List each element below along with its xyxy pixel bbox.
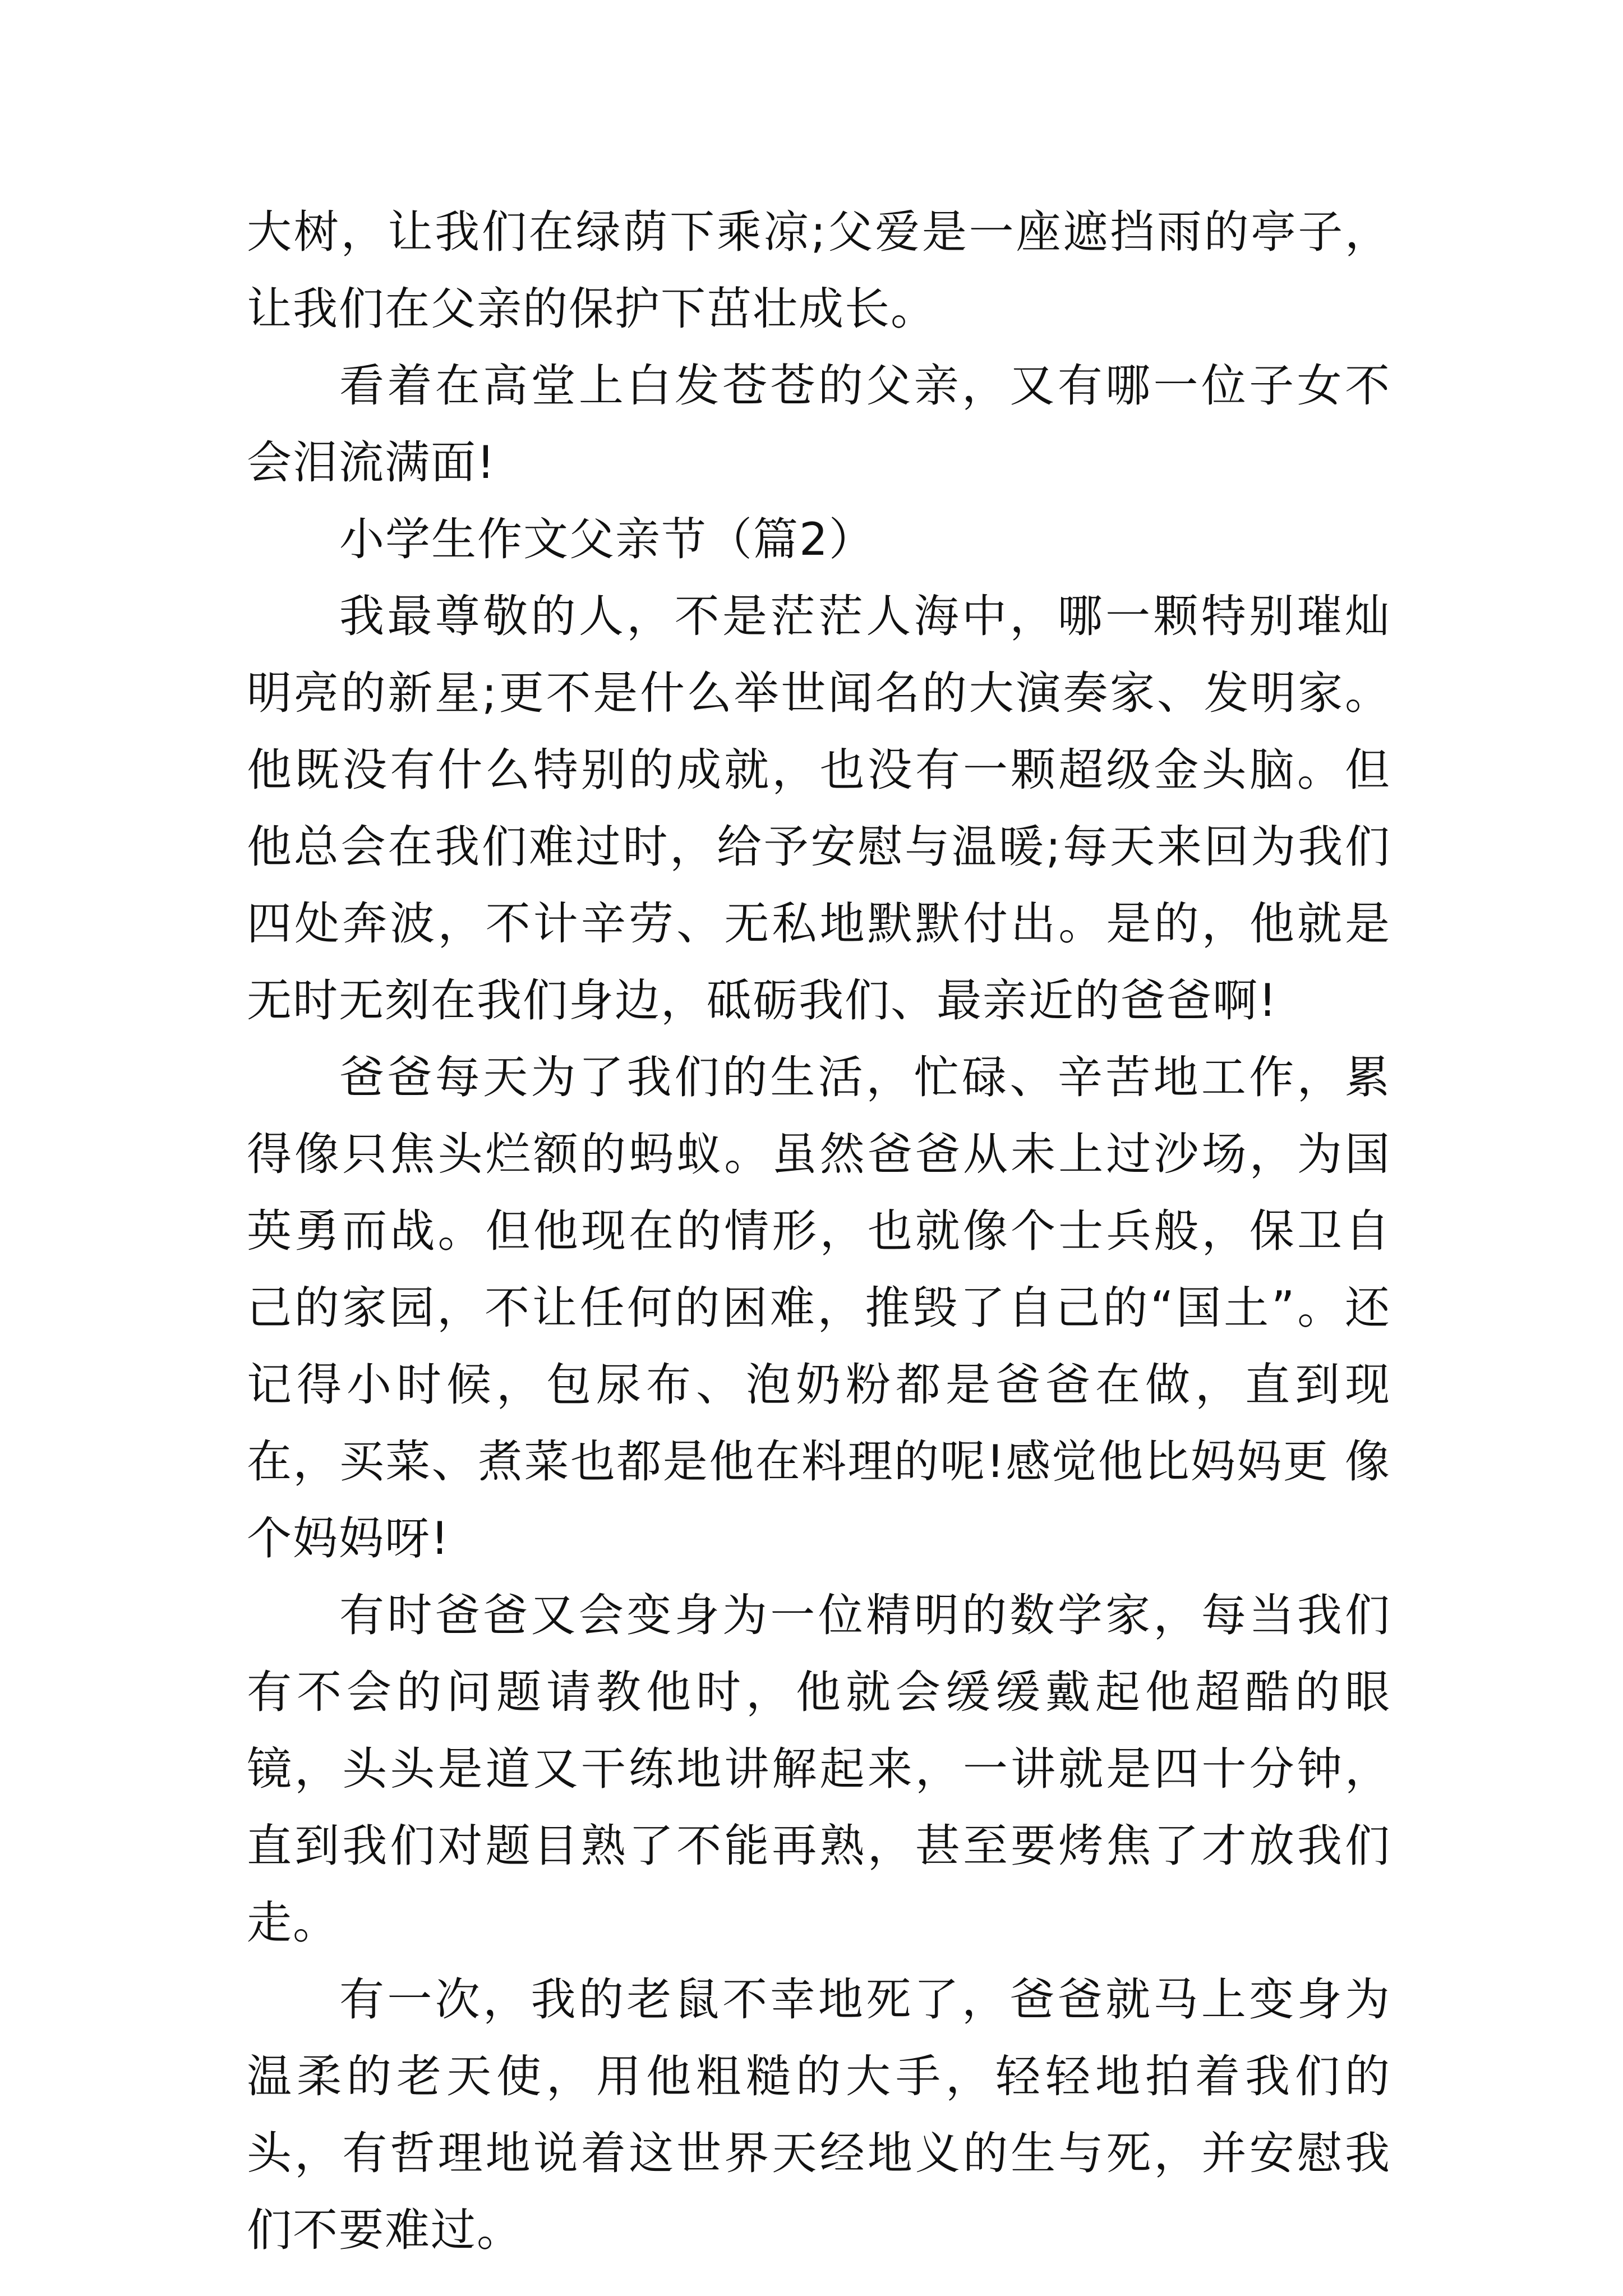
paragraph: 有一次，我的老鼠不幸地死了，爸爸就马上变身为温柔的老天使，用他粗糙的大手，轻轻地拍着我们的头，有哲理地说着这世界天经地义的生与死，并安慰我们不要难过。 [247,1973,1391,2256]
section-heading: 小学生作文父亲节（篇2） [339,513,875,565]
paragraph-continued: 大树，让我们在绿荫下乘凉;父爱是一座遮挡雨的亭子，让我们在父亲的保护下茁壮成长。 [247,206,1391,335]
paragraph: 爸爸每天为了我们的生活，忙碌、辛苦地工作，累得像只焦头烂额的蚂蚁。虽然爸爸从未上过沙场，为国英勇而战。但他现在的情形，也就像个士兵般，保卫自己的家园，不让任何的困难，推毁了自己的“国土”。还记得小时候，包尿布、泡奶粉都是爸爸在做，直到现在，买菜、煮菜也都是他在料理的呢!感觉他比妈妈更 像个妈妈呀! [247,1051,1391,1565]
paragraph: 我最尊敬的人，不是茫茫人海中，哪一颗特别璀灿明亮的新星;更不是什么举世闻名的大演奏家、发明家。他既没有什么特别的成就，也没有一颗超级金头脑。但他总会在我们难过时，给予安慰与温暖;每天来回为我们四处奔波，不计辛劳、无私地默默付出。是的，他就是无时无刻在我们身边，砥砺我们、最亲近的爸爸啊! [247,590,1391,1027]
paragraph: 有时爸爸又会变身为一位精明的数学家，每当我们有不会的问题请教他时，他就会缓缓戴起他超酷的眼镜，头头是道又干练地讲解起来，一讲就是四十分钟，直到我们对题目熟了不能再熟，甚至要烤焦了才放我们走。 [247,1589,1391,1949]
document-body [247,194,1391,2269]
paragraph: 看着在高堂上白发苍苍的父亲，又有哪一位子女不会泪流满面! [247,360,1391,489]
